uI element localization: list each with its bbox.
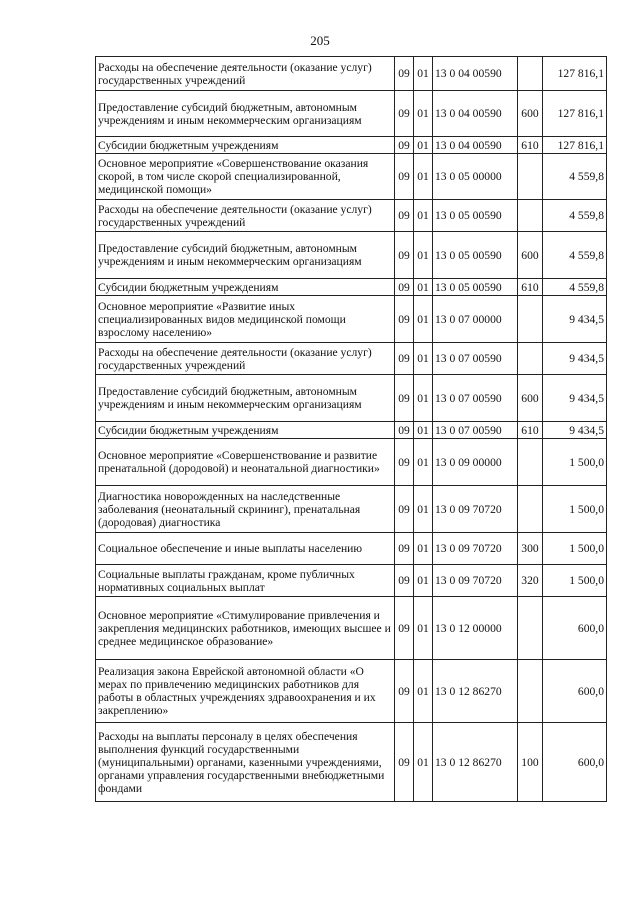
row-sum-cell: 1 500,0: [543, 533, 607, 565]
row-sum-cell: 127 816,1: [543, 91, 607, 137]
row-target-article-cell: 13 0 09 70720: [433, 486, 518, 533]
row-expense-type-cell: 600: [518, 375, 543, 422]
row-name-cell: Реализация закона Еврейской автономной области «О мерах по привлечению медицинских работников для работы в областных учреждениях здравоохранения и их закреплению»: [96, 660, 395, 723]
row-podrazdel-cell: 01: [414, 57, 433, 91]
row-sum-cell: 1 500,0: [543, 439, 607, 486]
row-expense-type-cell: [518, 597, 543, 660]
row-expense-type-cell: [518, 200, 543, 232]
row-razdel-cell: 09: [395, 597, 414, 660]
row-expense-type-cell: 100: [518, 723, 543, 802]
row-podrazdel-cell: 01: [414, 343, 433, 375]
table-row: [96, 660, 607, 723]
row-target-article-cell: 13 0 04 00590: [433, 137, 518, 154]
table-row: [96, 486, 607, 533]
row-sum-cell: 4 559,8: [543, 154, 607, 200]
row-razdel-cell: 09: [395, 439, 414, 486]
row-expense-type-cell: [518, 486, 543, 533]
row-podrazdel-cell: 01: [414, 232, 433, 279]
row-razdel-cell: 09: [395, 422, 414, 439]
row-razdel-cell: 09: [395, 279, 414, 296]
row-podrazdel-cell: 01: [414, 137, 433, 154]
table-row: [96, 232, 607, 279]
table-row: [96, 200, 607, 232]
row-razdel-cell: 09: [395, 565, 414, 597]
row-name-cell: Социальные выплаты гражданам, кроме публичных нормативных социальных выплат: [96, 565, 395, 597]
row-target-article-cell: 13 0 05 00000: [433, 154, 518, 200]
table-row: [96, 565, 607, 597]
table-row: [96, 137, 607, 154]
row-expense-type-cell: [518, 439, 543, 486]
row-name-cell: Субсидии бюджетным учреждениям: [96, 137, 395, 154]
row-expense-type-cell: 300: [518, 533, 543, 565]
table-row: [96, 154, 607, 200]
table-row: [96, 533, 607, 565]
row-target-article-cell: 13 0 04 00590: [433, 57, 518, 91]
row-sum-cell: 9 434,5: [543, 422, 607, 439]
row-razdel-cell: 09: [395, 375, 414, 422]
row-name-cell: Расходы на обеспечение деятельности (оказание услуг) государственных учреждений: [96, 343, 395, 375]
table-row: [96, 439, 607, 486]
row-expense-type-cell: 600: [518, 91, 543, 137]
row-sum-cell: 4 559,8: [543, 200, 607, 232]
row-target-article-cell: 13 0 12 00000: [433, 597, 518, 660]
table-row: [96, 375, 607, 422]
row-podrazdel-cell: 01: [414, 422, 433, 439]
row-expense-type-cell: [518, 660, 543, 723]
row-name-cell: Субсидии бюджетным учреждениям: [96, 279, 395, 296]
row-expense-type-cell: [518, 343, 543, 375]
row-sum-cell: 9 434,5: [543, 343, 607, 375]
row-expense-type-cell: [518, 296, 543, 343]
row-name-cell: Основное мероприятие «Совершенствование оказания скорой, в том числе скорой специализированной, медицинской помощи»: [96, 154, 395, 200]
table-row: [96, 723, 607, 802]
row-sum-cell: 600,0: [543, 597, 607, 660]
row-name-cell: Основное мероприятие «Совершенствование и развитие пренатальной (дородовой) и неонатальной диагностики»: [96, 439, 395, 486]
row-razdel-cell: 09: [395, 232, 414, 279]
table-row: [96, 422, 607, 439]
row-podrazdel-cell: 01: [414, 154, 433, 200]
table-row: [96, 91, 607, 137]
row-expense-type-cell: 610: [518, 137, 543, 154]
row-sum-cell: 127 816,1: [543, 57, 607, 91]
row-target-article-cell: 13 0 07 00000: [433, 296, 518, 343]
row-razdel-cell: 09: [395, 343, 414, 375]
row-razdel-cell: 09: [395, 154, 414, 200]
row-name-cell: Расходы на выплаты персоналу в целях обеспечения выполнения функций государственными (муниципальными) органами, казенными учреждениями, органами управления государственными внебюджетными фондами: [96, 723, 395, 802]
row-name-cell: Предоставление субсидий бюджетным, автономным учреждениям и иным некоммерческим организациям: [96, 375, 395, 422]
row-target-article-cell: 13 0 09 70720: [433, 565, 518, 597]
row-target-article-cell: 13 0 12 86270: [433, 660, 518, 723]
row-razdel-cell: 09: [395, 486, 414, 533]
row-expense-type-cell: 610: [518, 422, 543, 439]
row-podrazdel-cell: 01: [414, 565, 433, 597]
row-target-article-cell: 13 0 07 00590: [433, 375, 518, 422]
row-razdel-cell: 09: [395, 296, 414, 343]
row-target-article-cell: 13 0 07 00590: [433, 422, 518, 439]
row-sum-cell: 600,0: [543, 660, 607, 723]
row-sum-cell: 1 500,0: [543, 486, 607, 533]
row-sum-cell: 600,0: [543, 723, 607, 802]
row-razdel-cell: 09: [395, 57, 414, 91]
row-podrazdel-cell: 01: [414, 486, 433, 533]
budget-table: [95, 56, 607, 802]
table-row: [96, 597, 607, 660]
row-expense-type-cell: 320: [518, 565, 543, 597]
row-name-cell: Основное мероприятие «Развитие иных специализированных видов медицинской помощи взрослому населению»: [96, 296, 395, 343]
row-sum-cell: 9 434,5: [543, 375, 607, 422]
row-name-cell: Основное мероприятие «Стимулирование привлечения и закрепления медицинских работников, имеющих высшее и среднее медицинское образование»: [96, 597, 395, 660]
row-razdel-cell: 09: [395, 91, 414, 137]
row-target-article-cell: 13 0 05 00590: [433, 200, 518, 232]
row-podrazdel-cell: 01: [414, 533, 433, 565]
row-name-cell: Субсидии бюджетным учреждениям: [96, 422, 395, 439]
row-razdel-cell: 09: [395, 660, 414, 723]
row-razdel-cell: 09: [395, 137, 414, 154]
row-podrazdel-cell: 01: [414, 279, 433, 296]
row-target-article-cell: 13 0 05 00590: [433, 232, 518, 279]
row-name-cell: Диагностика новорожденных на наследственные заболевания (неонатальный скрининг), пренатальная (дородовая) диагностика: [96, 486, 395, 533]
table-row: [96, 296, 607, 343]
row-expense-type-cell: 600: [518, 232, 543, 279]
row-target-article-cell: 13 0 09 00000: [433, 439, 518, 486]
row-sum-cell: 127 816,1: [543, 137, 607, 154]
row-podrazdel-cell: 01: [414, 200, 433, 232]
row-razdel-cell: 09: [395, 533, 414, 565]
row-podrazdel-cell: 01: [414, 597, 433, 660]
row-sum-cell: 4 559,8: [543, 232, 607, 279]
row-expense-type-cell: [518, 57, 543, 91]
row-podrazdel-cell: 01: [414, 723, 433, 802]
table-row: [96, 279, 607, 296]
row-target-article-cell: 13 0 07 00590: [433, 343, 518, 375]
row-target-article-cell: 13 0 09 70720: [433, 533, 518, 565]
row-target-article-cell: 13 0 12 86270: [433, 723, 518, 802]
row-sum-cell: 1 500,0: [543, 565, 607, 597]
row-name-cell: Расходы на обеспечение деятельности (оказание услуг) государственных учреждений: [96, 57, 395, 91]
row-sum-cell: 4 559,8: [543, 279, 607, 296]
row-podrazdel-cell: 01: [414, 296, 433, 343]
row-podrazdel-cell: 01: [414, 91, 433, 137]
row-podrazdel-cell: 01: [414, 660, 433, 723]
table-row: [96, 343, 607, 375]
row-name-cell: Социальное обеспечение и иные выплаты населению: [96, 533, 395, 565]
row-expense-type-cell: [518, 154, 543, 200]
row-name-cell: Предоставление субсидий бюджетным, автономным учреждениям и иным некоммерческим организациям: [96, 91, 395, 137]
row-razdel-cell: 09: [395, 200, 414, 232]
row-name-cell: Предоставление субсидий бюджетным, автономным учреждениям и иным некоммерческим организациям: [96, 232, 395, 279]
row-target-article-cell: 13 0 05 00590: [433, 279, 518, 296]
row-podrazdel-cell: 01: [414, 375, 433, 422]
table-row: [96, 57, 607, 91]
row-podrazdel-cell: 01: [414, 439, 433, 486]
row-sum-cell: 9 434,5: [543, 296, 607, 343]
row-target-article-cell: 13 0 04 00590: [433, 91, 518, 137]
row-razdel-cell: 09: [395, 723, 414, 802]
row-expense-type-cell: 610: [518, 279, 543, 296]
row-name-cell: Расходы на обеспечение деятельности (оказание услуг) государственных учреждений: [96, 200, 395, 232]
page-number: 205: [310, 33, 330, 48]
